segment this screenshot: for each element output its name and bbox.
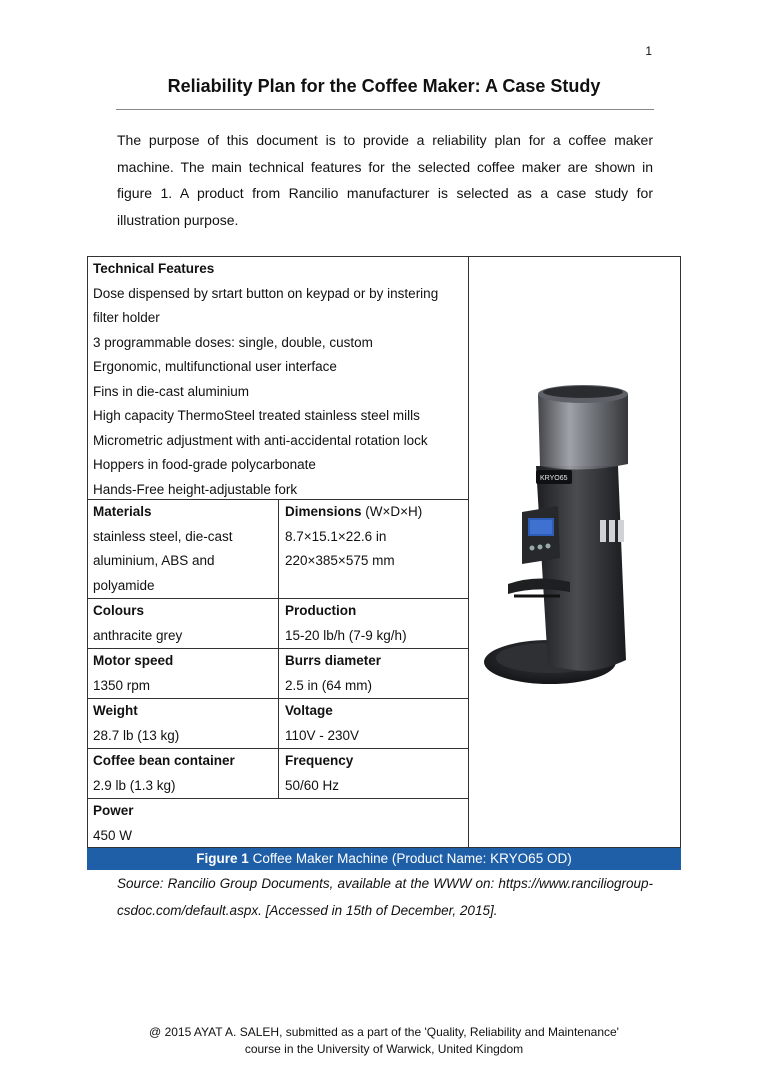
- feature-item: High capacity ThermoSteel treated stainless steel mills: [93, 408, 420, 423]
- weight-label: Weight: [93, 703, 138, 718]
- intro-paragraph: The purpose of this document is to provide a reliability plan for a coffee maker machine. The main technical features for the selected coffee maker are shown in figure 1. A product from Rancilio manufacturer is selected as a case study for illustration purpose.: [117, 132, 653, 228]
- container-value: 2.9 lb (1.3 kg): [93, 777, 176, 793]
- spec-row-colours: [87, 598, 468, 648]
- features-heading: Technical Features: [93, 261, 215, 276]
- dimensions-cell: [278, 500, 468, 598]
- spec-row-weight: [87, 698, 468, 748]
- burrs-cell: [278, 649, 468, 698]
- feature-item: Hoppers in food-grade polycarbonate: [93, 457, 316, 472]
- colours-value: anthracite grey: [93, 627, 183, 643]
- feature-item: Micrometric adjustment with anti-accidental rotation lock: [93, 432, 428, 448]
- motor-label: Motor speed: [93, 653, 174, 668]
- power-label: Power: [93, 803, 134, 818]
- frequency-cell: [278, 749, 468, 798]
- spec-grid: [87, 499, 468, 848]
- spec-row-power: [87, 798, 468, 848]
- feature-item: Dose dispensed by srtart button on keypad or by instering filter holder: [93, 285, 439, 325]
- title-divider: [116, 109, 654, 110]
- production-label: Production: [285, 603, 357, 618]
- dimensions-mm: 220×385×575 mm: [285, 553, 395, 568]
- dimensions-label: Dimensions: [285, 504, 362, 519]
- weight-cell: [87, 699, 278, 748]
- technical-features: [87, 256, 468, 503]
- production-value: 15-20 lb/h (7-9 kg/h): [285, 627, 407, 643]
- spec-row-container: [87, 748, 468, 798]
- container-cell: [87, 749, 278, 798]
- power-value: 450 W: [93, 827, 133, 843]
- voltage-label: Voltage: [285, 703, 333, 718]
- feature-item: Fins in die-cast aluminium: [93, 383, 250, 399]
- spec-row-motor: [87, 648, 468, 698]
- materials-value: stainless steel, die-cast aluminium, ABS and polyamide: [93, 528, 233, 593]
- motor-value: 1350 rpm: [93, 677, 151, 693]
- motor-cell: [87, 649, 278, 698]
- dimensions-in: 8.7×15.1×22.6 in: [285, 528, 387, 544]
- production-cell: [278, 599, 468, 648]
- frequency-label: Frequency: [285, 753, 354, 768]
- dimensions-unit: (W×D×H): [361, 504, 423, 519]
- frequency-value: 50/60 Hz: [285, 777, 340, 793]
- burrs-label: Burrs diameter: [285, 653, 382, 668]
- figure-caption: [87, 848, 681, 870]
- footer-line-2: course in the University of Warwick, United Kingdom: [244, 1042, 524, 1056]
- voltage-value: 110V - 230V: [285, 727, 360, 743]
- coffee-grinder-image: [478, 370, 658, 710]
- spec-row-materials: [87, 499, 468, 598]
- page-title: Reliability Plan for the Coffee Maker: A Case Study: [167, 76, 601, 96]
- machine-brand-label: KRYO65: [540, 475, 568, 482]
- feature-item: Hands-Free height-adjustable fork: [93, 481, 298, 497]
- materials-label: Materials: [93, 504, 152, 519]
- voltage-cell: [278, 699, 468, 748]
- feature-item: Ergonomic, multifunctional user interface: [93, 359, 337, 374]
- colours-cell: [87, 599, 278, 648]
- caption-figure-number: Figure 1: [196, 851, 249, 866]
- burrs-value: 2.5 in (64 mm): [285, 677, 373, 693]
- footer-line-1: @ 2015 AYAT A. SALEH, submitted as a part of the 'Quality, Reliability and Maintenance': [149, 1025, 619, 1039]
- power-cell: [87, 799, 468, 848]
- materials-cell: [87, 500, 278, 598]
- colours-label: Colours: [93, 603, 145, 618]
- source-note: Source: Rancilio Group Documents, available at the WWW on: https://www.ranciliogroup-csdoc.com/default.aspx. [Accessed in 15th of December, 2015].: [117, 876, 653, 918]
- weight-value: 28.7 lb (13 kg): [93, 727, 180, 743]
- table-column-divider: [468, 256, 469, 848]
- page-number: 1: [645, 44, 652, 58]
- feature-item: 3 programmable doses: single, double, custom: [93, 334, 373, 350]
- page-footer: [100, 1024, 668, 1058]
- container-label: Coffee bean container: [93, 753, 235, 768]
- caption-text: Coffee Maker Machine (Product Name: KRYO65 OD): [248, 851, 572, 866]
